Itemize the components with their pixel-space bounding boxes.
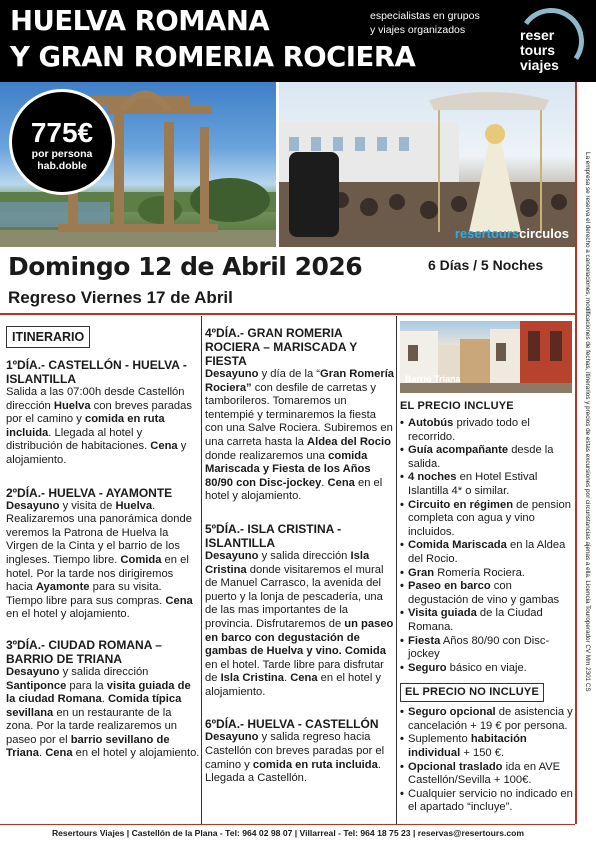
day-5-title: 5ºDÍA.- ISLA CRISTINA - ISLANTILLA: [205, 521, 342, 550]
list-item: • Opcional traslado ida en AVE Castellón/Sevilla + 100€.: [400, 761, 574, 788]
list-item: • Suplemento habitación individual + 150 €.: [400, 733, 574, 760]
day-3-title: 3ºDÍA.- CIUDAD ROMANA – BARRIO DE TRIANA: [6, 637, 162, 666]
tagline-line-2: y viajes organizados: [370, 24, 466, 36]
romeria-illustration: [279, 82, 575, 247]
includes-list: [400, 417, 574, 675]
logo-line-2: tours: [520, 42, 555, 58]
price-amount: 775€: [30, 117, 94, 148]
side-divider: [575, 82, 577, 824]
section-divider: [0, 313, 575, 315]
itinerary-column-1: [6, 316, 200, 761]
watermark-main: resertours: [454, 226, 520, 241]
day-1-text: Salida a las 07:00h desde Castellón dirección Huelva con breves paradas por el camino y comida en ruta incluida. Llegada al hotel y distribución de habitaciones. Cena y alojamiento.: [6, 386, 192, 466]
column-divider-2: [396, 316, 397, 824]
list-item: • 4 noches en Hotel Estival Islantilla 4* o similar.: [400, 471, 574, 498]
trip-duration: 6 Días / 5 Noches: [428, 257, 544, 273]
footer-divider: [0, 824, 575, 825]
list-item: • Seguro básico en viaje.: [400, 662, 574, 676]
day-2-text: Desayuno y visita de Huelva. Realizaremos una panorámica donde veremos la Patrona de Huelva la Virgen de la Cinta y el barrio de los ingleses. Tiempo libre. Comida en el hotel. Por la tarde nos dirigiremos hacia Ayamonte para su visita. Tiempo libre para sus compras. Cena en el hotel y alojamiento.: [6, 499, 193, 621]
logo-line-1: reser: [520, 27, 555, 43]
day-1-title: 1ºDÍA.- CASTELLÓN - HUELVA - ISLANTILLA: [6, 358, 187, 386]
day-1: [6, 358, 200, 468]
day-6-text: Desayuno y salida regreso hacia Castellón con breves paradas por el camino y comida en ruta incluida. Llegada a Castellón.: [205, 731, 385, 785]
photo-romeria: [279, 82, 575, 247]
footer-contact: Resertours Viajes | Castellón de la Plana - Tel: 964 02 98 07 | Villarreal - Tel: 964 18 75 23 | reservas@resertours.com: [51, 828, 525, 838]
list-item: • Autobús privado todo el recorrido.: [400, 417, 574, 444]
list-item: • Circuito en régimen de pension completa con agua y vino incluidos.: [400, 499, 574, 540]
column-divider-1: [201, 316, 202, 824]
photo-watermark: [455, 226, 569, 241]
list-item: • Comida Mariscada en la Aldea del Rocio.: [400, 539, 574, 566]
list-item: • Seguro opcional de asistencia y cancelación + 19 € por persona.: [400, 706, 574, 733]
watermark-accent: circulos: [519, 226, 569, 241]
list-item: • Gran Romería Rociera.: [400, 567, 574, 581]
return-date: Regreso Viernes 17 de Abril: [8, 288, 233, 307]
day-3-text: Desayuno y salida dirección Santiponce para la visita guiada de la ciudad Romana. Comida típica sevillana en un restaurante de la zona. Por la tarde realizaremos un paseo por el barrio sevillano de Triana. Cena en el hotel y alojamiento.: [6, 665, 200, 760]
legal-note-text: La empresa se reserva el derecho a cancelaciones, modificaciones de fechas, itinerarios y precios de estas excursiones por circunstancias ajenas a ella. Licencia Touroperador CV Mm 2301 CS: [584, 152, 591, 692]
price-column: [400, 316, 574, 815]
title-line-2: Y GRAN ROMERIA ROCIERA: [10, 41, 416, 73]
logo-text: [520, 28, 559, 73]
day-2: [6, 486, 200, 622]
departure-date: Domingo 12 de Abril 2026: [8, 252, 363, 281]
legal-note: [582, 152, 592, 752]
day-4: [205, 326, 395, 504]
header-banner: [0, 0, 596, 82]
list-item: • Fiesta Años 80/90 con Disc-jockey: [400, 635, 574, 662]
tagline-line-1: especialistas en grupos: [370, 10, 480, 22]
resertours-logo: [514, 6, 590, 78]
tagline: [370, 9, 480, 37]
excludes-list: [400, 706, 574, 815]
day-4-text: Desayuno y día de la “Gran Romería Rociera” con desfile de carretas y tamborileros. Tomaremos un tentempié y terminaremos la fiesta con una Salve Rociera. Subiremos en una carreta hasta la Aldea del Rocio donde realizaremos una comida Mariscada y Fiesta de los Años 80/90 con Disc-jockey. Cena en el hotel y alojamiento.: [205, 368, 395, 503]
day-4-title: 4ºDÍA.- GRAN ROMERIA ROCIERA – MARISCADA Y FIESTA: [205, 326, 358, 368]
itinerary-column-2: [205, 316, 395, 786]
logo-line-3: viajes: [520, 57, 559, 73]
day-3: [6, 638, 200, 761]
day-6-title: 6ºDÍA.- HUELVA - CASTELLÓN: [205, 717, 379, 732]
itinerary-heading: ITINERARIO: [6, 326, 90, 348]
price-per-person: por persona: [31, 148, 93, 160]
day-6: [205, 717, 395, 785]
day-5-text: Desayuno y salida dirección Isla Cristina donde visitaremos el mural de Manuel Carrasco, la avenida del puerto y la lonja de pescadería, una de las mas importantes de la provincia. Disfrutaremos de un paseo en barco con degustación de gambas de Huelva y vino. Comida en el hotel. Tarde libre para disfrutar de Isla Cristina. Cena en el hotel y alojamiento.: [205, 549, 394, 698]
photo-caption: Barrio Triana: [405, 374, 461, 385]
includes-title: EL PRECIO INCLUYE: [400, 400, 514, 412]
page-title: [10, 3, 415, 75]
price-badge: [9, 89, 115, 195]
photo-barrio-triana: [400, 321, 572, 393]
title-line-1: HUELVA ROMANA: [10, 5, 270, 37]
day-5: [205, 522, 395, 700]
list-item: • Cualquier servicio no indicado en el apartado “incluye”.: [400, 788, 574, 815]
excludes-title: EL PRECIO NO INCLUYE: [400, 683, 544, 702]
day-2-title: 2ºDÍA.- HUELVA - AYAMONTE: [6, 485, 173, 500]
list-item: • Visita guiada de la Ciudad Romana.: [400, 607, 574, 634]
price-room-type: hab.doble: [37, 160, 87, 172]
list-item: • Paseo en barco con degustación de vino y gambas: [400, 580, 574, 607]
list-item: • Guía acompañante desde la salida.: [400, 444, 574, 471]
